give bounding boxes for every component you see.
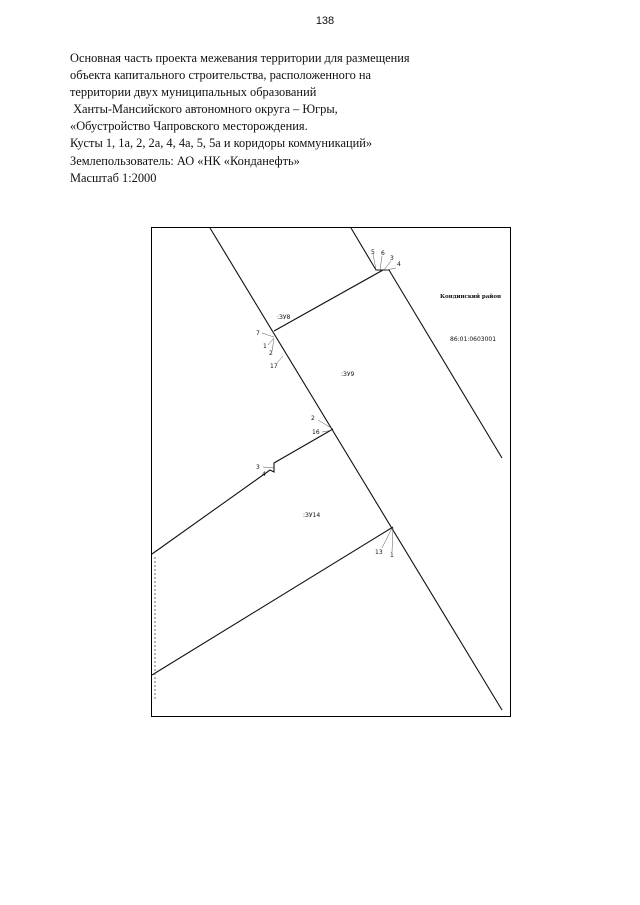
point-label: 16 (312, 429, 320, 436)
header-line: Основная часть проекта межевания территории для размещения (70, 51, 410, 65)
document-header (70, 50, 490, 187)
header-line: Землепользователь: АО «НК «Конданефть» (70, 153, 300, 168)
boundary-line-zu8 (274, 270, 383, 331)
point-label: 1 (263, 343, 267, 350)
parcel-label-zu8: :ЗУ8 (277, 314, 291, 321)
parcel-label-zu9: :ЗУ9 (341, 371, 355, 378)
header-line: территории двух муниципальных образований (70, 85, 317, 100)
boundary-line-lower (152, 527, 393, 675)
header-line: «Обустройство Чапровского месторождения. (70, 119, 308, 134)
point-label: 2 (269, 350, 273, 357)
boundary-line-zu9-zu14 (152, 429, 333, 554)
cadastral-number: 86:01:0603001 (450, 336, 497, 343)
point-label: 4 (397, 261, 401, 268)
map-drawing (151, 227, 513, 719)
header-line: Кусты 1, 1а, 2, 2а, 4, 4а, 5, 5а и коридоры коммуникаций» (70, 136, 373, 151)
point-label: 3 (256, 464, 260, 471)
point-label: 4 (262, 471, 266, 478)
header-line: Ханты-Мансийского автономного округа – Югры, (70, 102, 338, 117)
survey-map (151, 227, 511, 717)
parcel-label-zu14: :ЗУ14 (303, 512, 321, 519)
point-label: 13 (375, 549, 383, 556)
point-label: 5 (371, 249, 375, 256)
district-label: Кондинский район (440, 294, 502, 300)
point-label: 3 (390, 255, 394, 262)
boundary-line-main (210, 228, 502, 710)
header-line: объекта капитального строительства, расположенного на (70, 68, 372, 83)
point-label: 2 (311, 415, 315, 422)
point-label: 1 (390, 552, 394, 559)
point-label: 7 (256, 330, 260, 337)
scale-line: Масштаб 1:2000 (70, 170, 157, 185)
point-label: 6 (381, 250, 385, 257)
page-number: 138 (315, 15, 335, 27)
leader-lines (262, 254, 396, 552)
boundary-line-upper (351, 228, 502, 458)
point-label: 17 (270, 363, 278, 370)
